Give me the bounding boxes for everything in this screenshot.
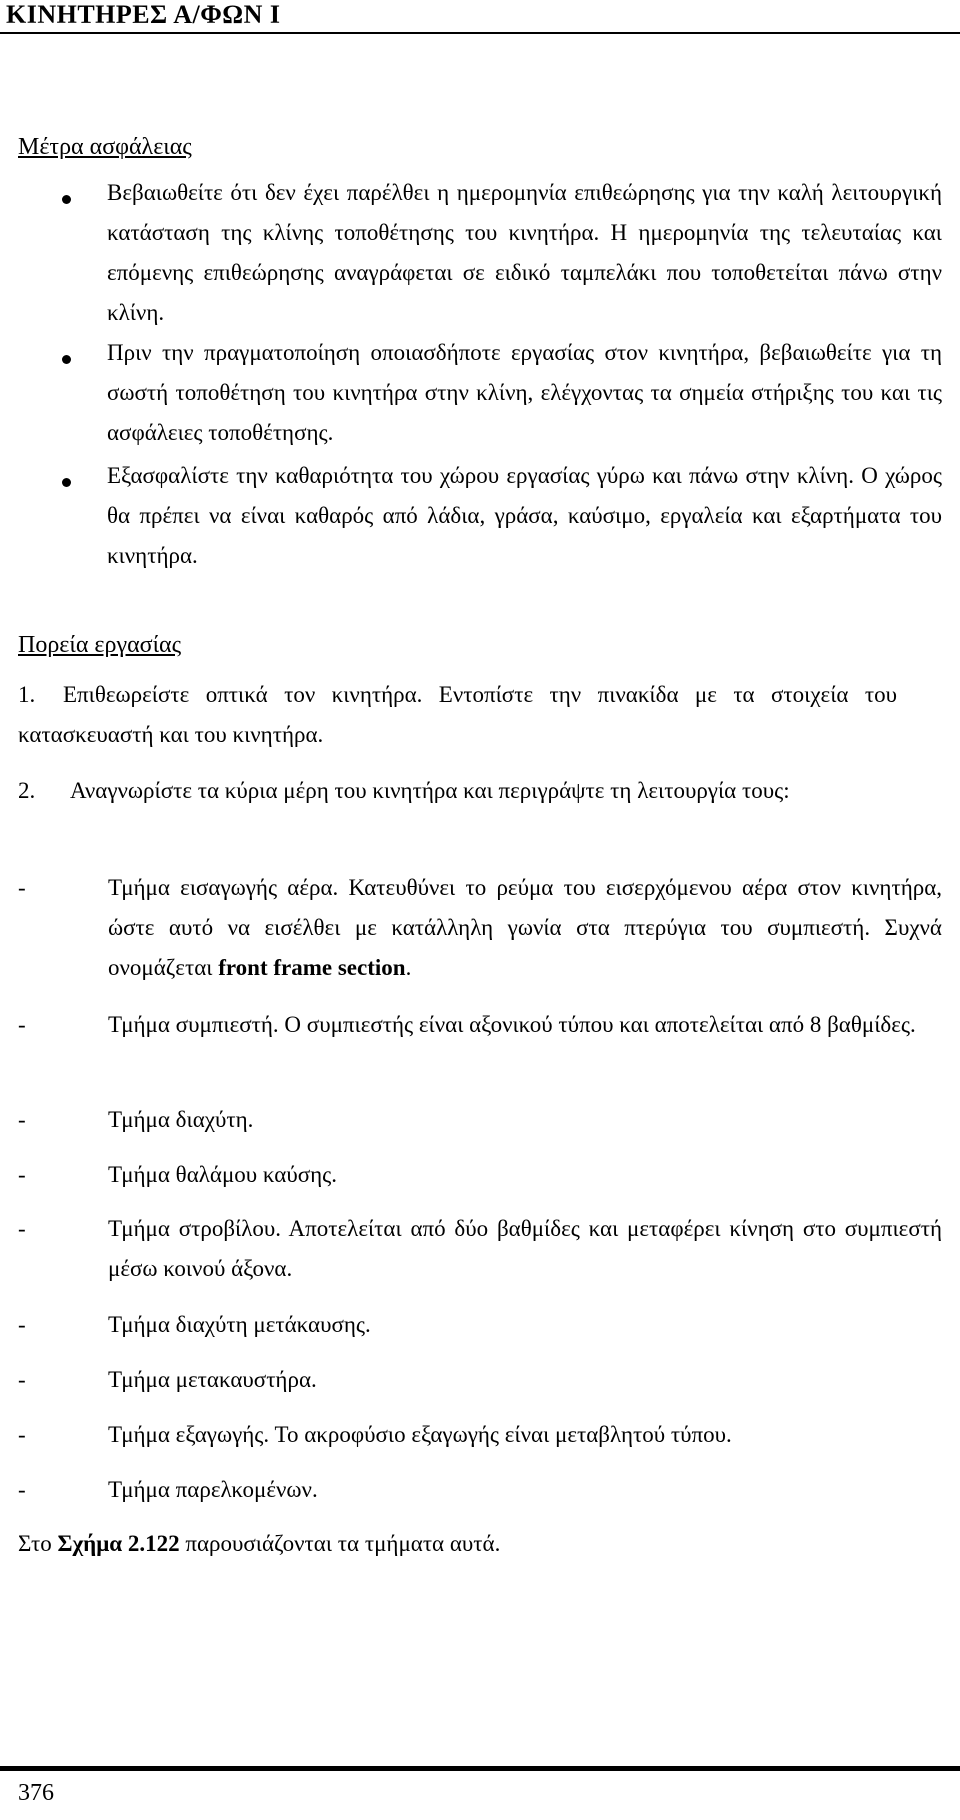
dash-marker: - [18,1367,26,1392]
part-tail: . [405,955,412,980]
step-text-content: Επιθεωρείστε οπτικά τον κινητήρα. Εντοπίστε την πινακίδα με τα στοιχεία του κατασκευαστή και του κινητήρα. [18,682,897,747]
figure-reference: Σχήμα 2.122 [57,1531,180,1556]
part-text: Τμήμα εξαγωγής. Το ακροφύσιο εξαγωγής είναι μεταβλητού τύπου. [108,1422,732,1447]
page-number: 376 [18,1780,54,1806]
part-text-content: Τμήμα εισαγωγής αέρα. Κατευθύνει το ρεύμα του εισερχόμενου αέρα στον κινητήρα, ώστε αυτό να εισέλθει με κατάλληλη γωνία στα πτερύγια του συμπιεστή. Συχνά ονομάζεται [108,875,942,980]
dash-marker: - [18,1312,26,1337]
safety-item-text: Πριν την πραγματοποίηση οποιασδήποτε εργασίας στον κινητήρα, βεβαιωθείτε για τη σωστή τοποθέτηση του κινητήρα στην κλίνη, ελέγχοντας τα σημεία στήριξης του και τις ασφάλειες τοποθέτησης. [107,340,942,445]
part-term: front frame section [218,955,406,980]
dash-marker: - [18,1422,26,1447]
dash-marker: - [18,1162,26,1187]
step-number: 2. [18,778,36,803]
header-divider [0,32,960,34]
footer-divider [0,1766,960,1771]
closing-paragraph [18,1524,942,1564]
dash-marker: - [18,1012,26,1037]
part-text: Τμήμα διαχύτη μετάκαυσης. [108,1312,371,1337]
procedure-heading: Πορεία εργασίας [18,632,182,658]
part-text: Τμήμα παρελκομένων. [108,1477,318,1502]
part-text: Τμήμα μετακαυστήρα. [108,1367,317,1392]
part-text: Τμήμα στροβίλου. Αποτελείται από δύο βαθμίδες και μεταφέρει κίνηση στο συμπιεστή μέσω κοινού άξονα. [108,1216,942,1281]
step-text [18,771,897,811]
step-number: 1. [18,682,36,707]
safety-item-text: Βεβαιωθείτε ότι δεν έχει παρέλθει η ημερομηνία επιθεώρησης για την καλή λειτουργική κατάσταση της κλίνης τοποθέτησης του κινητήρα. Η ημερομηνία της τελευταίας και επόμενης επιθεώρησης αναγράφεται σε ειδικό ταμπελάκι που τοποθετείται πάνω στην κλίνη. [107,180,942,325]
bullet-icon [62,195,71,204]
dash-marker: - [18,1477,26,1502]
closing-prefix: Στο [18,1531,58,1556]
safety-heading: Μέτρα ασφάλειας [18,134,192,160]
part-text [108,868,942,988]
safety-item-text: Εξασφαλίστε την καθαριότητα του χώρου εργασίας γύρω και πάνω στην κλίνη. Ο χώρος θα πρέπει να είναι καθαρός από λάδια, γράσα, καύσιμο, εργαλεία και εξαρτήματα του κινητήρα. [107,463,942,568]
closing-suffix: παρουσιάζονται τα τμήματα αυτά. [179,1531,501,1556]
chapter-title: ΚΙΝΗΤΗΡΕΣ Α/ΦΩΝ Ι [6,0,281,29]
dash-marker: - [18,1216,26,1241]
bullet-icon [62,355,71,364]
step-text-content: Αναγνωρίστε τα κύρια μέρη του κινητήρα και περιγράψτε τη λειτουργία τους: [70,778,790,803]
part-text: Τμήμα συμπιεστή. Ο συμπιεστής είναι αξονικού τύπου και αποτελείται από 8 βαθμίδες. [108,1012,916,1037]
dash-marker: - [18,875,26,900]
part-text: Τμήμα θαλάμου καύσης. [108,1162,338,1187]
step-text [18,675,897,755]
bullet-icon [62,478,71,487]
part-text: Τμήμα διαχύτη. [108,1107,254,1132]
dash-marker: - [18,1107,26,1132]
